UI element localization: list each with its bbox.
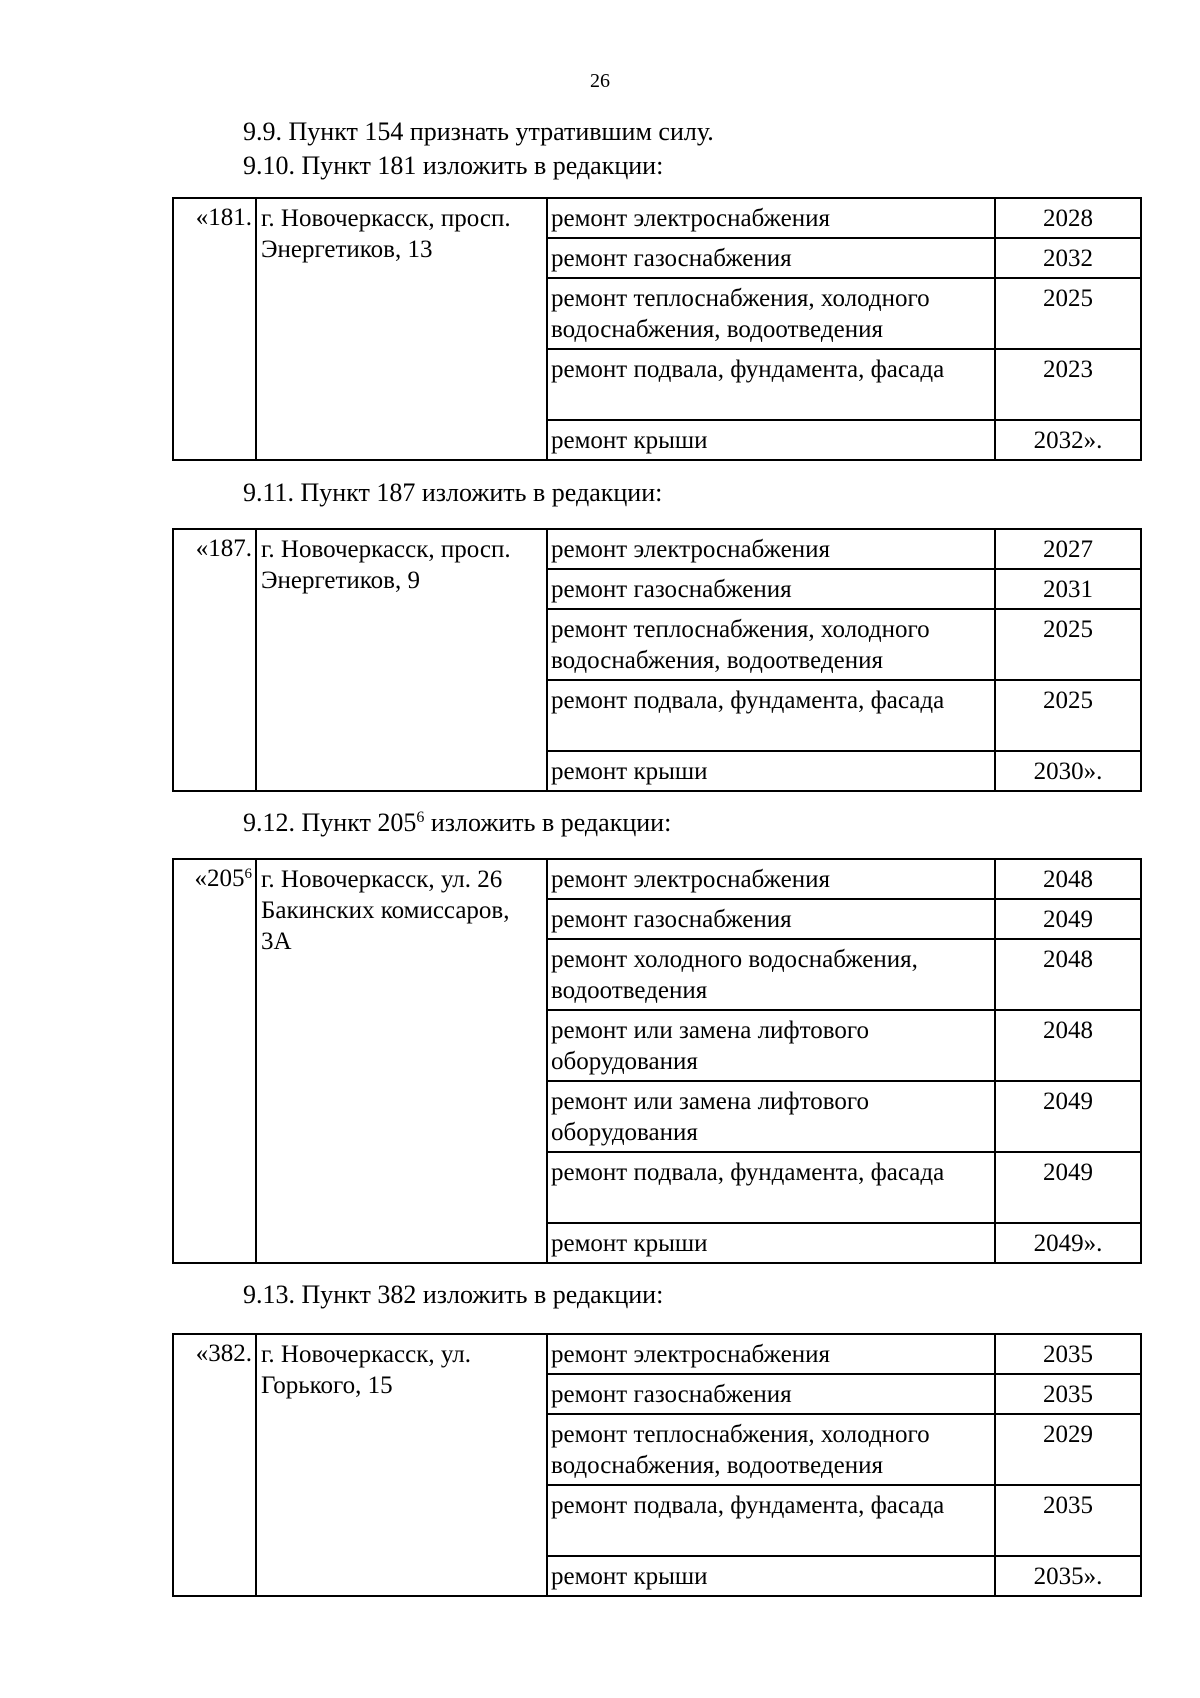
- work-type: ремонт электроснабжения: [547, 529, 995, 569]
- work-type: ремонт электроснабжения: [547, 198, 995, 238]
- work-year: 2029: [995, 1414, 1141, 1485]
- work-year: 2049: [995, 899, 1141, 939]
- work-year: 2048: [995, 939, 1141, 1010]
- work-type: ремонт электроснабжения: [547, 1334, 995, 1374]
- paragraph-9-13: 9.13. Пункт 382 изложить в редакции:: [243, 1280, 664, 1309]
- item-number: «187.: [173, 529, 256, 791]
- work-year: 2025: [995, 609, 1141, 680]
- work-type: ремонт подвала, фундамента, фасада: [547, 1485, 995, 1556]
- item-address: г. Новочеркасск, просп. Энергетиков, 9: [256, 529, 547, 791]
- table-item-181: [172, 197, 1142, 461]
- work-type: ремонт или замена лифтового оборудования: [547, 1081, 995, 1152]
- work-type: ремонт подвала, фундамента, фасада: [547, 680, 995, 751]
- paragraph-9-10: 9.10. Пункт 181 изложить в редакции:: [243, 151, 664, 180]
- work-type: ремонт подвала, фундамента, фасада: [547, 1152, 995, 1223]
- work-type: ремонт газоснабжения: [547, 238, 995, 278]
- work-year: 2027: [995, 529, 1141, 569]
- page-number: 26: [590, 70, 610, 92]
- work-year: 2032».: [995, 420, 1141, 460]
- work-year: 2025: [995, 680, 1141, 751]
- work-year: 2035: [995, 1334, 1141, 1374]
- work-year: 2048: [995, 1010, 1141, 1081]
- table-item-205-6: [172, 858, 1142, 1264]
- work-year: 2035».: [995, 1556, 1141, 1596]
- paragraph-9-9: 9.9. Пункт 154 признать утратившим силу.: [243, 117, 714, 146]
- work-type: ремонт крыши: [547, 420, 995, 460]
- item-address: г. Новочеркасск, просп. Энергетиков, 13: [256, 198, 547, 460]
- table-item-187: [172, 528, 1142, 792]
- work-type: ремонт теплоснабжения, холодного водоснабжения, водоотведения: [547, 1414, 995, 1485]
- work-type: ремонт или замена лифтового оборудования: [547, 1010, 995, 1081]
- item-number: «382.: [173, 1334, 256, 1596]
- item-number: «181.: [173, 198, 256, 460]
- work-year: 2030».: [995, 751, 1141, 791]
- work-type: ремонт электроснабжения: [547, 859, 995, 899]
- work-year: 2035: [995, 1374, 1141, 1414]
- work-type: ремонт газоснабжения: [547, 1374, 995, 1414]
- work-year: 2028: [995, 198, 1141, 238]
- work-type: ремонт крыши: [547, 1223, 995, 1263]
- item-number: «$205^6$: [173, 859, 256, 1263]
- item-address: г. Новочеркасск, ул. Горького, 15: [256, 1334, 547, 1596]
- paragraph-9-11: 9.11. Пункт 187 изложить в редакции:: [243, 478, 663, 507]
- work-type: ремонт газоснабжения: [547, 569, 995, 609]
- work-year: 2048: [995, 859, 1141, 899]
- work-type: ремонт теплоснабжения, холодного водоснабжения, водоотведения: [547, 609, 995, 680]
- work-type: ремонт газоснабжения: [547, 899, 995, 939]
- work-type: ремонт холодного водоснабжения, водоотведения: [547, 939, 995, 1010]
- work-year: 2049: [995, 1081, 1141, 1152]
- work-year: 2049».: [995, 1223, 1141, 1263]
- table-item-382: [172, 1333, 1142, 1597]
- work-year: 2025: [995, 278, 1141, 349]
- work-type: ремонт крыши: [547, 751, 995, 791]
- paragraph-9-12: 9.12. Пункт $205^6$ изложить в редакции:: [243, 808, 672, 837]
- work-type: ремонт теплоснабжения, холодного водоснабжения, водоотведения: [547, 278, 995, 349]
- work-year: 2049: [995, 1152, 1141, 1223]
- work-year: 2023: [995, 349, 1141, 420]
- work-type: ремонт крыши: [547, 1556, 995, 1596]
- work-year: 2031: [995, 569, 1141, 609]
- item-address: г. Новочеркасск, ул. 26 Бакинских комиссаров, 3А: [256, 859, 547, 1263]
- work-year: 2032: [995, 238, 1141, 278]
- work-year: 2035: [995, 1485, 1141, 1556]
- work-type: ремонт подвала, фундамента, фасада: [547, 349, 995, 420]
